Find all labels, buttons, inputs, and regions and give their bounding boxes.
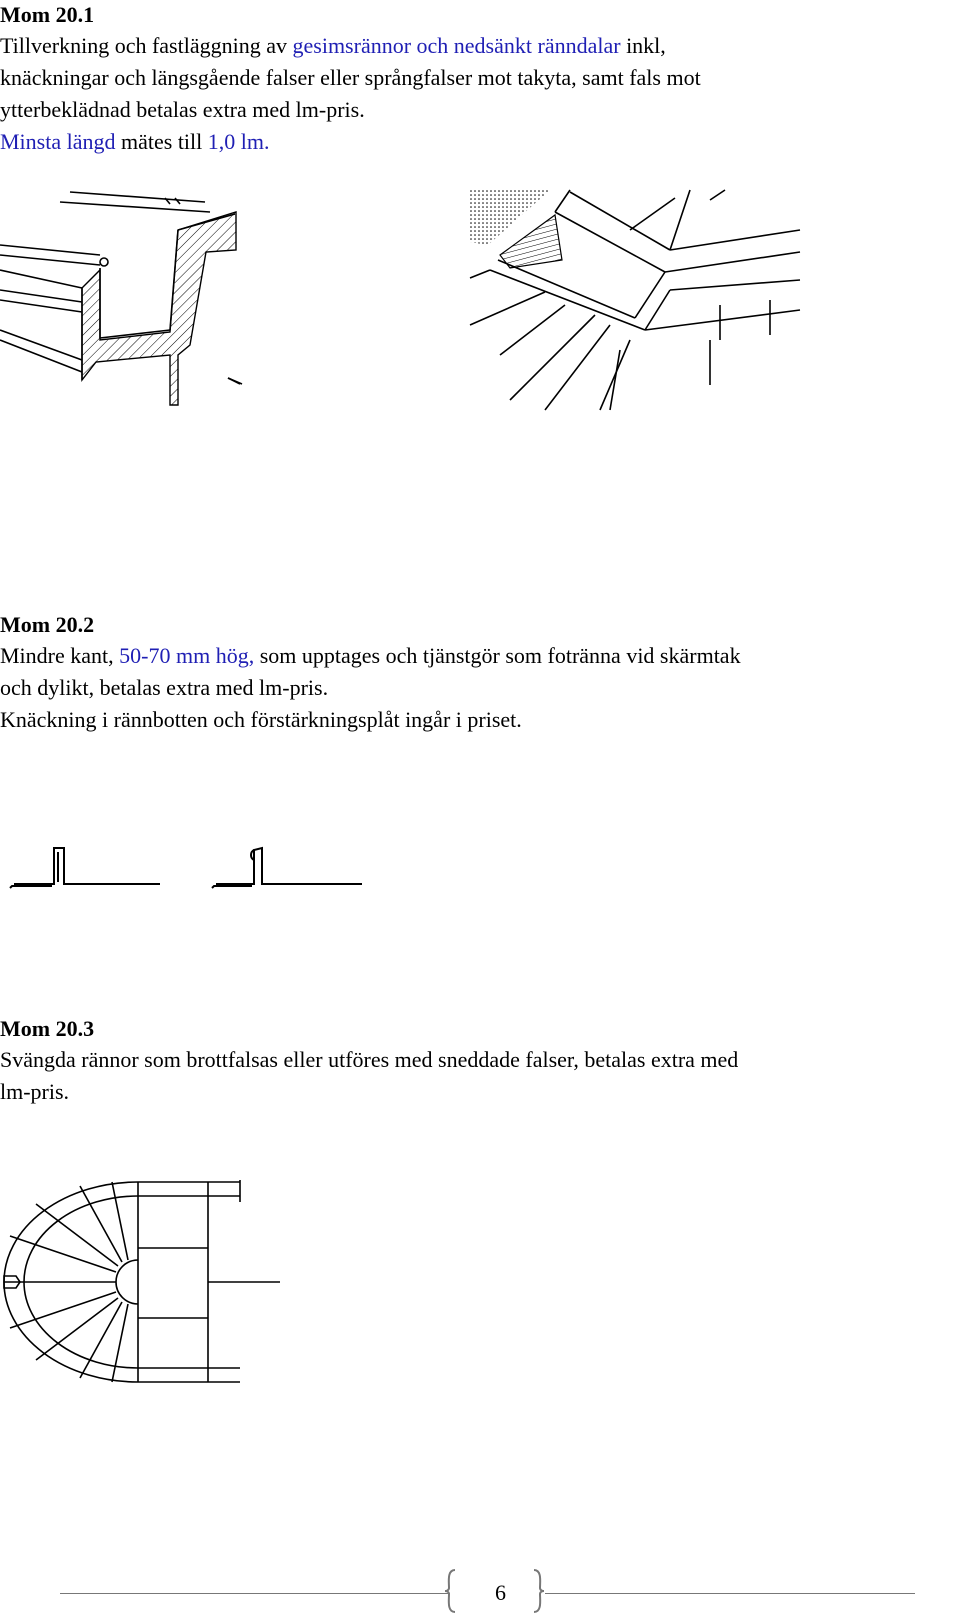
right-brace-icon xyxy=(532,1568,546,1614)
paragraph-line: Svängda rännor som brottfalsas eller utföres med sneddade falser, betalas extra med xyxy=(0,1047,739,1072)
section-heading: Mom 20.2 xyxy=(0,612,95,637)
paragraph-line: Knäckning i rännbotten och förstärkningsplåt ingår i priset. xyxy=(0,707,522,732)
valley-gutter-drawing xyxy=(470,190,810,415)
section-heading: Mom 20.3 xyxy=(0,1016,95,1041)
paragraph-line: Tillverkning och fastläggning av gesimsrännor och nedsänkt ränndalar inkl, xyxy=(0,33,666,58)
left-brace-icon xyxy=(443,1568,457,1614)
paragraph-line: knäckningar och längsgående falser eller språngfalser mot takyta, samt fals mot xyxy=(0,65,701,90)
paragraph-line: Minsta längd mätes till 1,0 lm. xyxy=(0,129,270,154)
paragraph-line: Mindre kant, 50-70 mm hög, som upptages och tjänstgör som fotränna vid skärmtak xyxy=(0,643,741,668)
paragraph-line: ytterbeklädnad betalas extra med lm-pris. xyxy=(0,97,365,122)
paragraph-line: och dylikt, betalas extra med lm-pris. xyxy=(0,675,329,700)
section-20-3 xyxy=(0,1014,960,1108)
section-20-1 xyxy=(0,0,960,158)
curved-gutter-drawing xyxy=(0,1178,260,1393)
gutter-profile-drawing xyxy=(0,190,250,415)
paragraph-line: lm-pris. xyxy=(0,1079,70,1104)
footer-rule-left xyxy=(60,1593,450,1594)
footer-rule-right xyxy=(545,1593,915,1594)
section-heading: Mom 20.1 xyxy=(0,2,95,27)
edge-profile-drawing xyxy=(0,840,370,890)
page-number: 6 xyxy=(495,1580,506,1605)
section-20-2 xyxy=(0,610,960,736)
